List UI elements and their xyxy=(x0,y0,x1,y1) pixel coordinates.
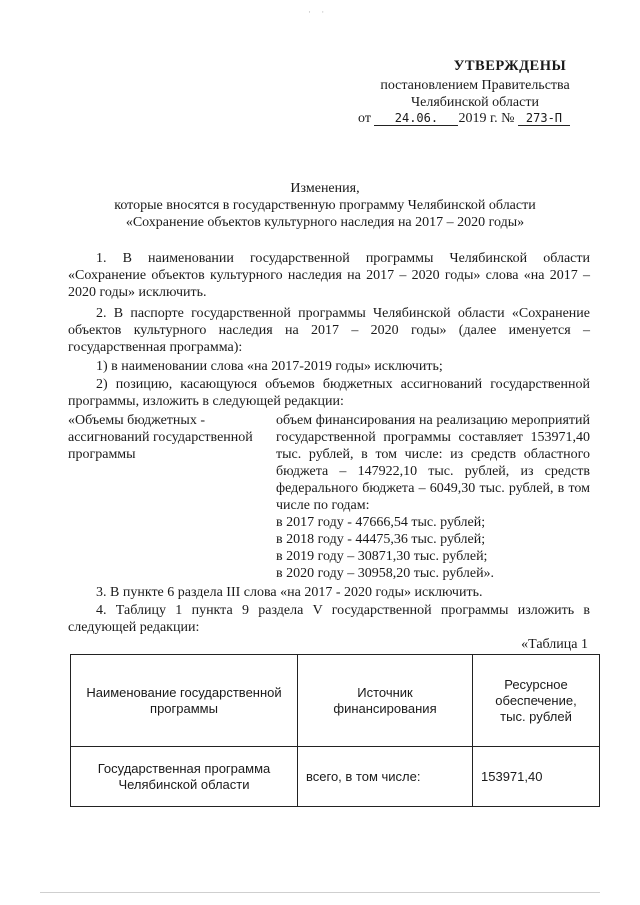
row-resources: 153971,40 xyxy=(473,747,600,807)
approval-line-1: постановлением Правительства xyxy=(380,78,570,93)
table-caption: «Таблица 1 xyxy=(521,637,588,652)
paragraph-2: 2. В паспорте государственной программы Челябинской области «Сохранение объектов культурного наследия на 2017 – 2020 годы» (далее именуется – государственная программа): xyxy=(68,306,590,355)
from-label: от xyxy=(358,111,371,126)
number-field: 273-П xyxy=(518,111,570,126)
funding-table xyxy=(70,654,600,807)
heading-line-2: которые вносятся в государственную программу Челябинской области xyxy=(114,198,536,213)
paragraph-4: 4. Таблицу 1 пункта 9 раздела V государственной программы изложить в следующей редакции: xyxy=(68,603,590,635)
heading-line-3: «Сохранение объектов культурного наследия на 2017 – 2020 годы» xyxy=(125,215,525,230)
scan-edge-line xyxy=(40,892,600,893)
date-field: 24.06. xyxy=(374,111,458,126)
paragraph-1: 1. В наименовании государственной программы Челябинской области «Сохранение объектов культурного наследия на 2017 – 2020 годы» слова «на 2017 – 2020 годы» исключить. xyxy=(68,251,590,300)
paragraph-2-2: 2) позицию, касающуюся объемов бюджетных ассигнований государственной программы, изложить в следующей редакции: xyxy=(68,377,590,409)
header-funding-source: Источник финансирования xyxy=(298,655,473,747)
approval-title: УТВЕРЖДЕНЫ xyxy=(453,58,567,74)
position-main-text: объем финансирования на реализацию мероприятий государственной программы составляет 153971,40 тыс. рублей, в том числе: из средств областного бюджета – 147922,10 тыс. рублей, из средств федерального бюджета – 6049,30 тыс. рублей, в том числе по годам: xyxy=(276,413,590,513)
year-2019-line: в 2019 году – 30871,30 тыс. рублей; xyxy=(276,549,488,564)
year-2017-line: в 2017 году - 47666,54 тыс. рублей; xyxy=(276,515,486,530)
document-heading xyxy=(60,180,590,231)
year-2020-line: в 2020 году – 30958,20 тыс. рублей». xyxy=(276,566,495,581)
paragraph-3: 3. В пункте 6 раздела III слова «на 2017 - 2020 годы» исключить. xyxy=(96,585,483,600)
approval-dateline xyxy=(358,110,598,127)
approval-line-2: Челябинской области xyxy=(411,95,539,110)
approval-block xyxy=(350,58,600,111)
table-row xyxy=(71,747,600,807)
row-funding-source: всего, в том числе: xyxy=(298,747,473,807)
table-header-row xyxy=(71,655,600,747)
scan-speck: · · xyxy=(308,7,329,17)
header-resources: Ресурсное обеспечение, тыс. рублей xyxy=(473,655,600,747)
year-2018-line: в 2018 году - 44475,36 тыс. рублей; xyxy=(276,532,486,547)
position-right-column xyxy=(276,412,590,582)
heading-line-1: Изменения, xyxy=(290,181,360,196)
year-label: 2019 г. № xyxy=(458,111,515,126)
paragraph-2-1: 1) в наименовании слова «на 2017-2019 годы» исключить; xyxy=(96,359,443,374)
position-left-column: «Объемы бюджетных - ассигнований государственной программы xyxy=(68,413,253,462)
row-program-name: Государственная программа Челябинской области xyxy=(71,747,298,807)
header-program-name: Наименование государственной программы xyxy=(71,655,298,747)
